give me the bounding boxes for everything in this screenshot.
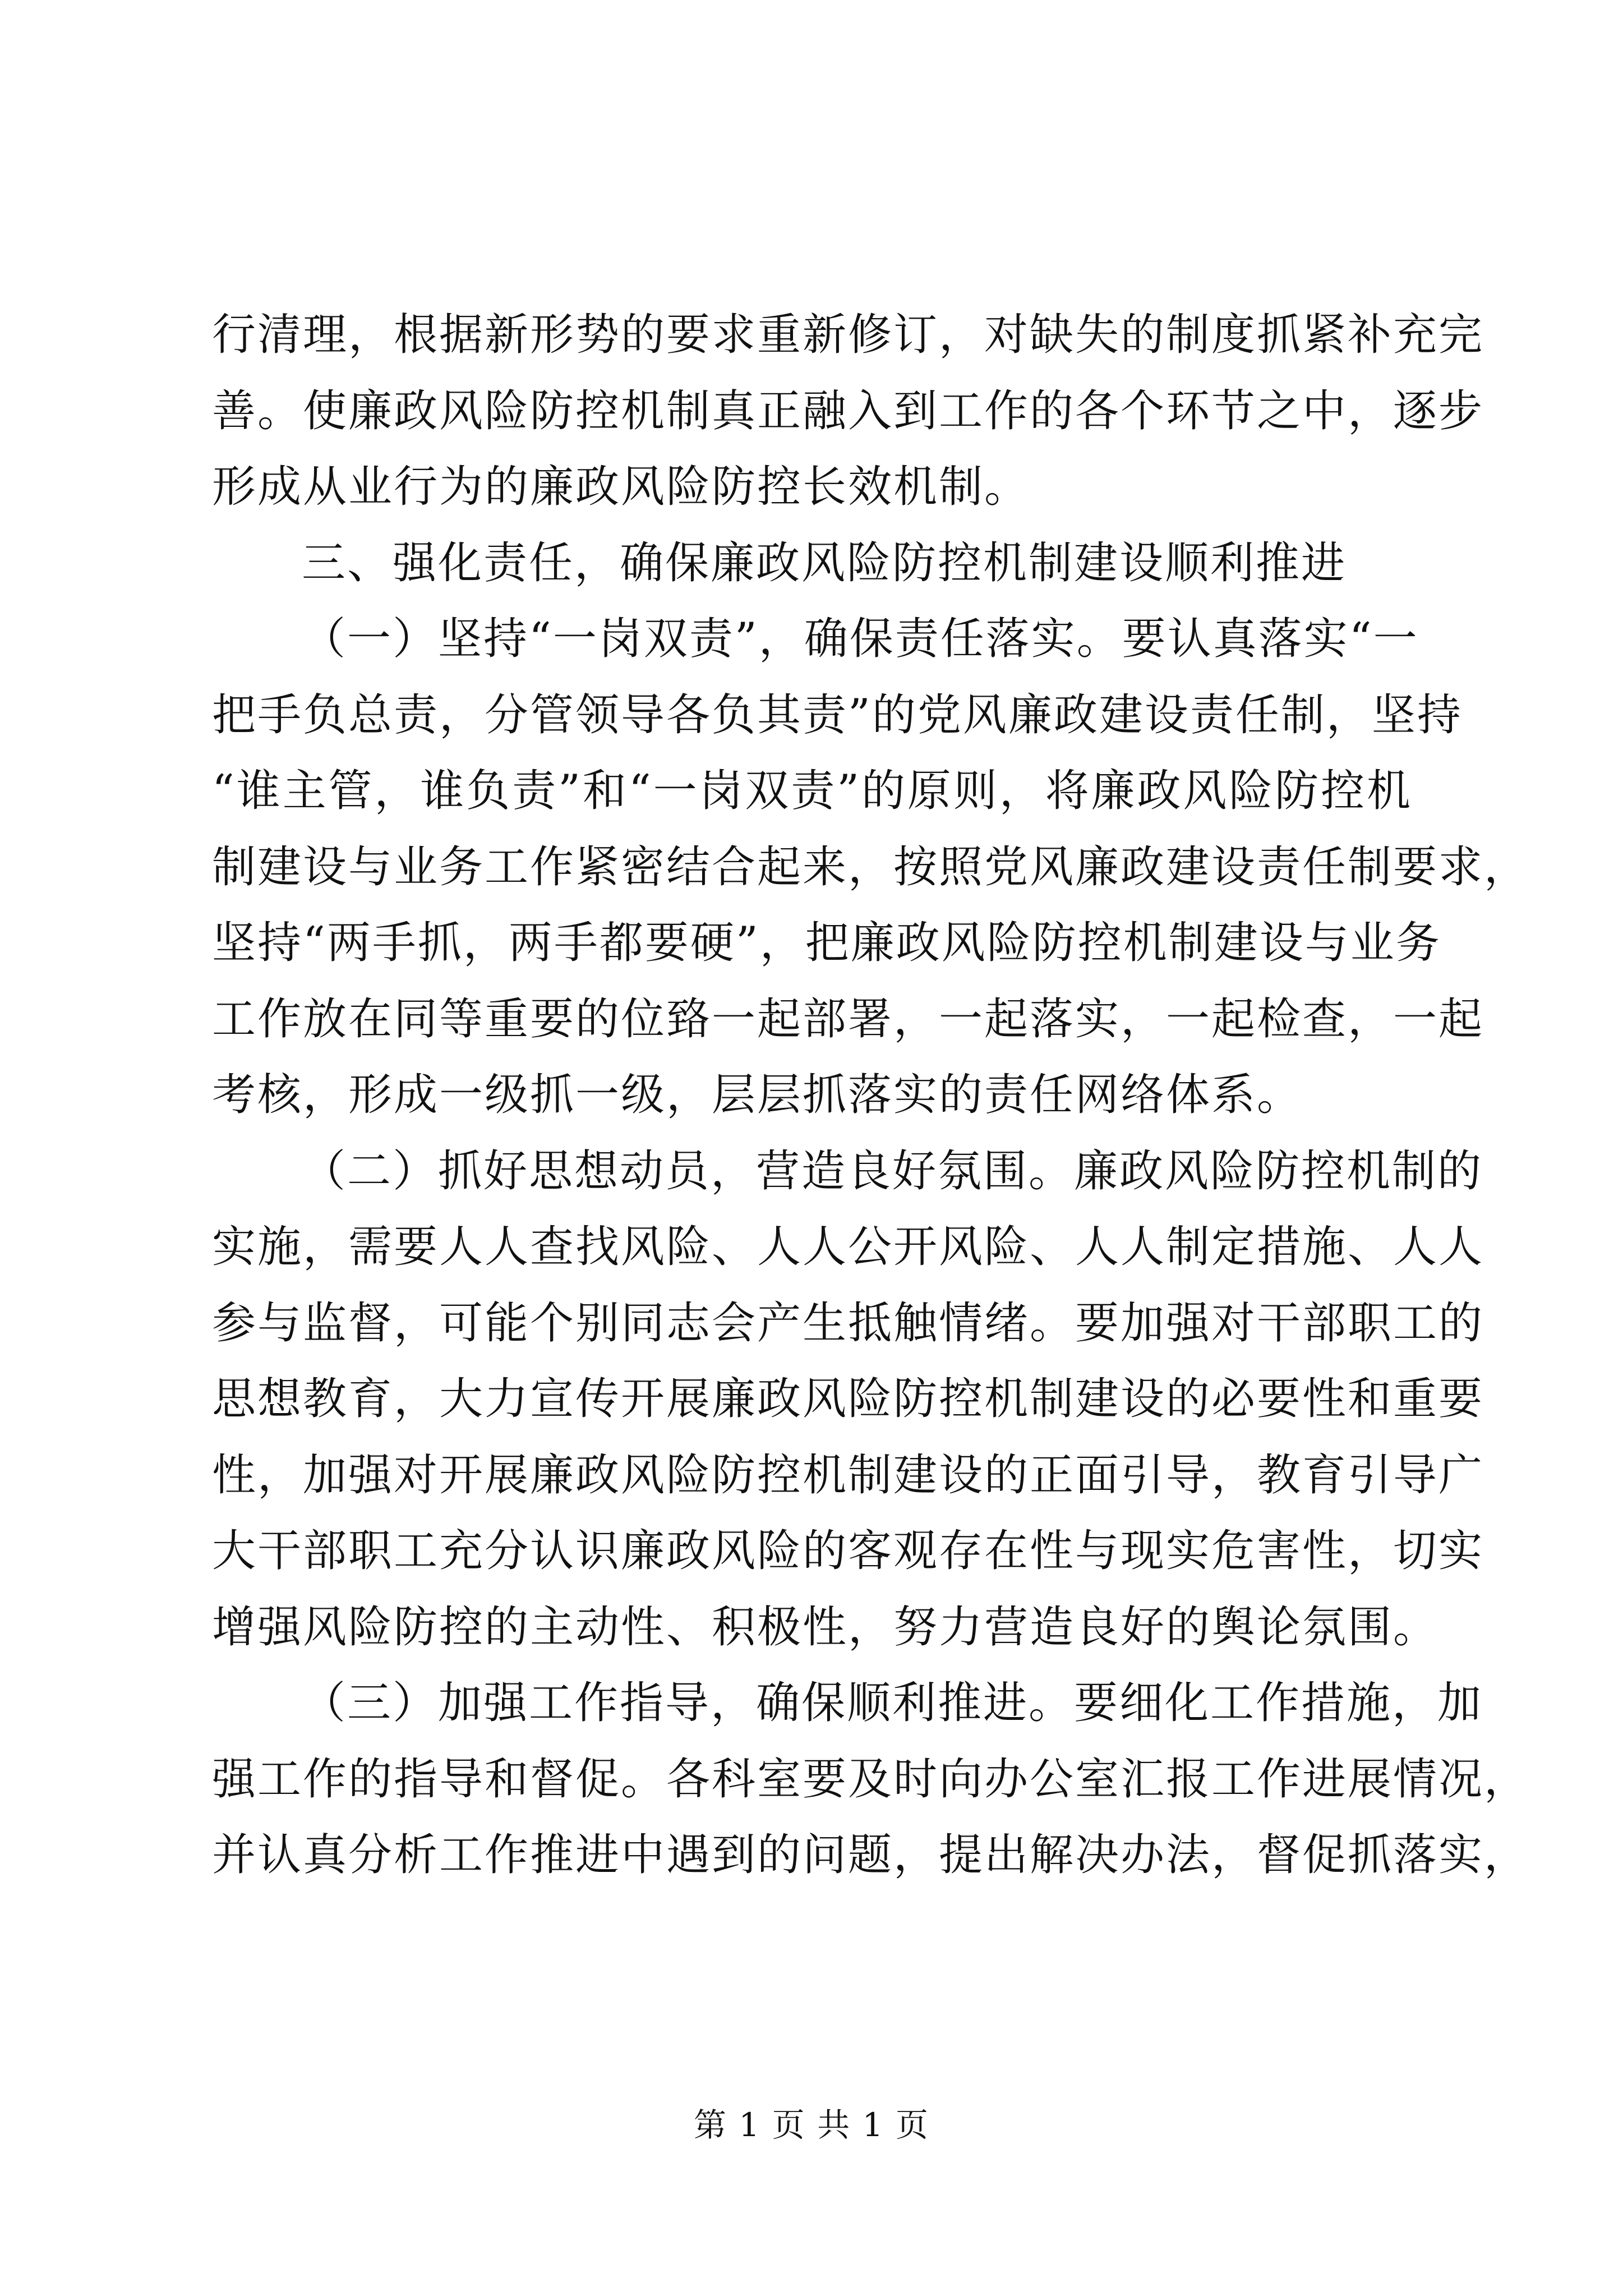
- text-line: 工作放在同等重要的位臵一起部署，一起落实，一起检查，一起: [212, 993, 1484, 1045]
- text-line: 考核，形成一级抓一级，层层抓落实的责任网络体系。: [212, 1070, 1303, 1120]
- text-line: 大干部职工充分认识廉政风险的客观存在性与现实危害性，切实: [212, 1526, 1484, 1576]
- text-line: 强工作的指导和督促。各科室要及时向办公室汇报工作进展情况，: [212, 1754, 1530, 1805]
- text-line: 实施，需要人人查找风险、人人公开风险、人人制定措施、人人: [212, 1222, 1484, 1272]
- text-line: 行清理，根据新形势的要求重新修订，对缺失的制度抓紧补充完: [212, 310, 1484, 360]
- text-line: 善。使廉政风险防控机制真正融入到工作的各个环节之中，逐步: [212, 385, 1484, 436]
- text-line: 性，加强对开展廉政风险防控机制建设的正面引导，教育引导广: [212, 1450, 1484, 1501]
- text-line: 把手负总责，分管领导各负其责”的党风廉政建设责任制，坚持: [212, 689, 1463, 740]
- text-line: 制建设与业务工作紧密结合起来，按照党风廉政建设责任制要求，: [212, 841, 1530, 892]
- paragraph-start-line: （三）加强工作指导，确保顺利推进。要细化工作措施，加: [302, 1678, 1483, 1728]
- text-line: 坚持“两手抓，两手都要硬”，把廉政风险防控机制建设与业务: [212, 918, 1441, 968]
- section-heading: 三、强化责任，确保廉政风险防控机制建设顺利推进: [302, 537, 1347, 588]
- document-body: [212, 297, 1530, 1894]
- text-line: 思想教育，大力宣传开展廉政风险防控机制建设的必要性和重要: [212, 1374, 1484, 1424]
- page-number-footer: 第 1 页 共 1 页: [694, 2106, 929, 2144]
- text-line: 参与监督，可能个别同志会产生抵触情绪。要加强对干部职工的: [212, 1297, 1484, 1349]
- text-line: “谁主管，谁负责”和“一岗双责”的原则，将廉政风险防控机: [212, 766, 1412, 816]
- paragraph-start-line: （一）坚持“一岗双责”，确保责任落实。要认真落实“一: [302, 614, 1419, 664]
- text-line: 并认真分析工作推进中遇到的问题，提出解决办法，督促抓落实，: [212, 1830, 1530, 1880]
- text-line: 增强风险防控的主动性、积极性，努力营造良好的舆论氛围。: [212, 1602, 1439, 1653]
- text-line: 形成从业行为的廉政风险防控长效机制。: [212, 462, 1030, 512]
- paragraph-start-line: （二）抓好思想动员，营造良好氛围。廉政风险防控机制的: [302, 1145, 1483, 1197]
